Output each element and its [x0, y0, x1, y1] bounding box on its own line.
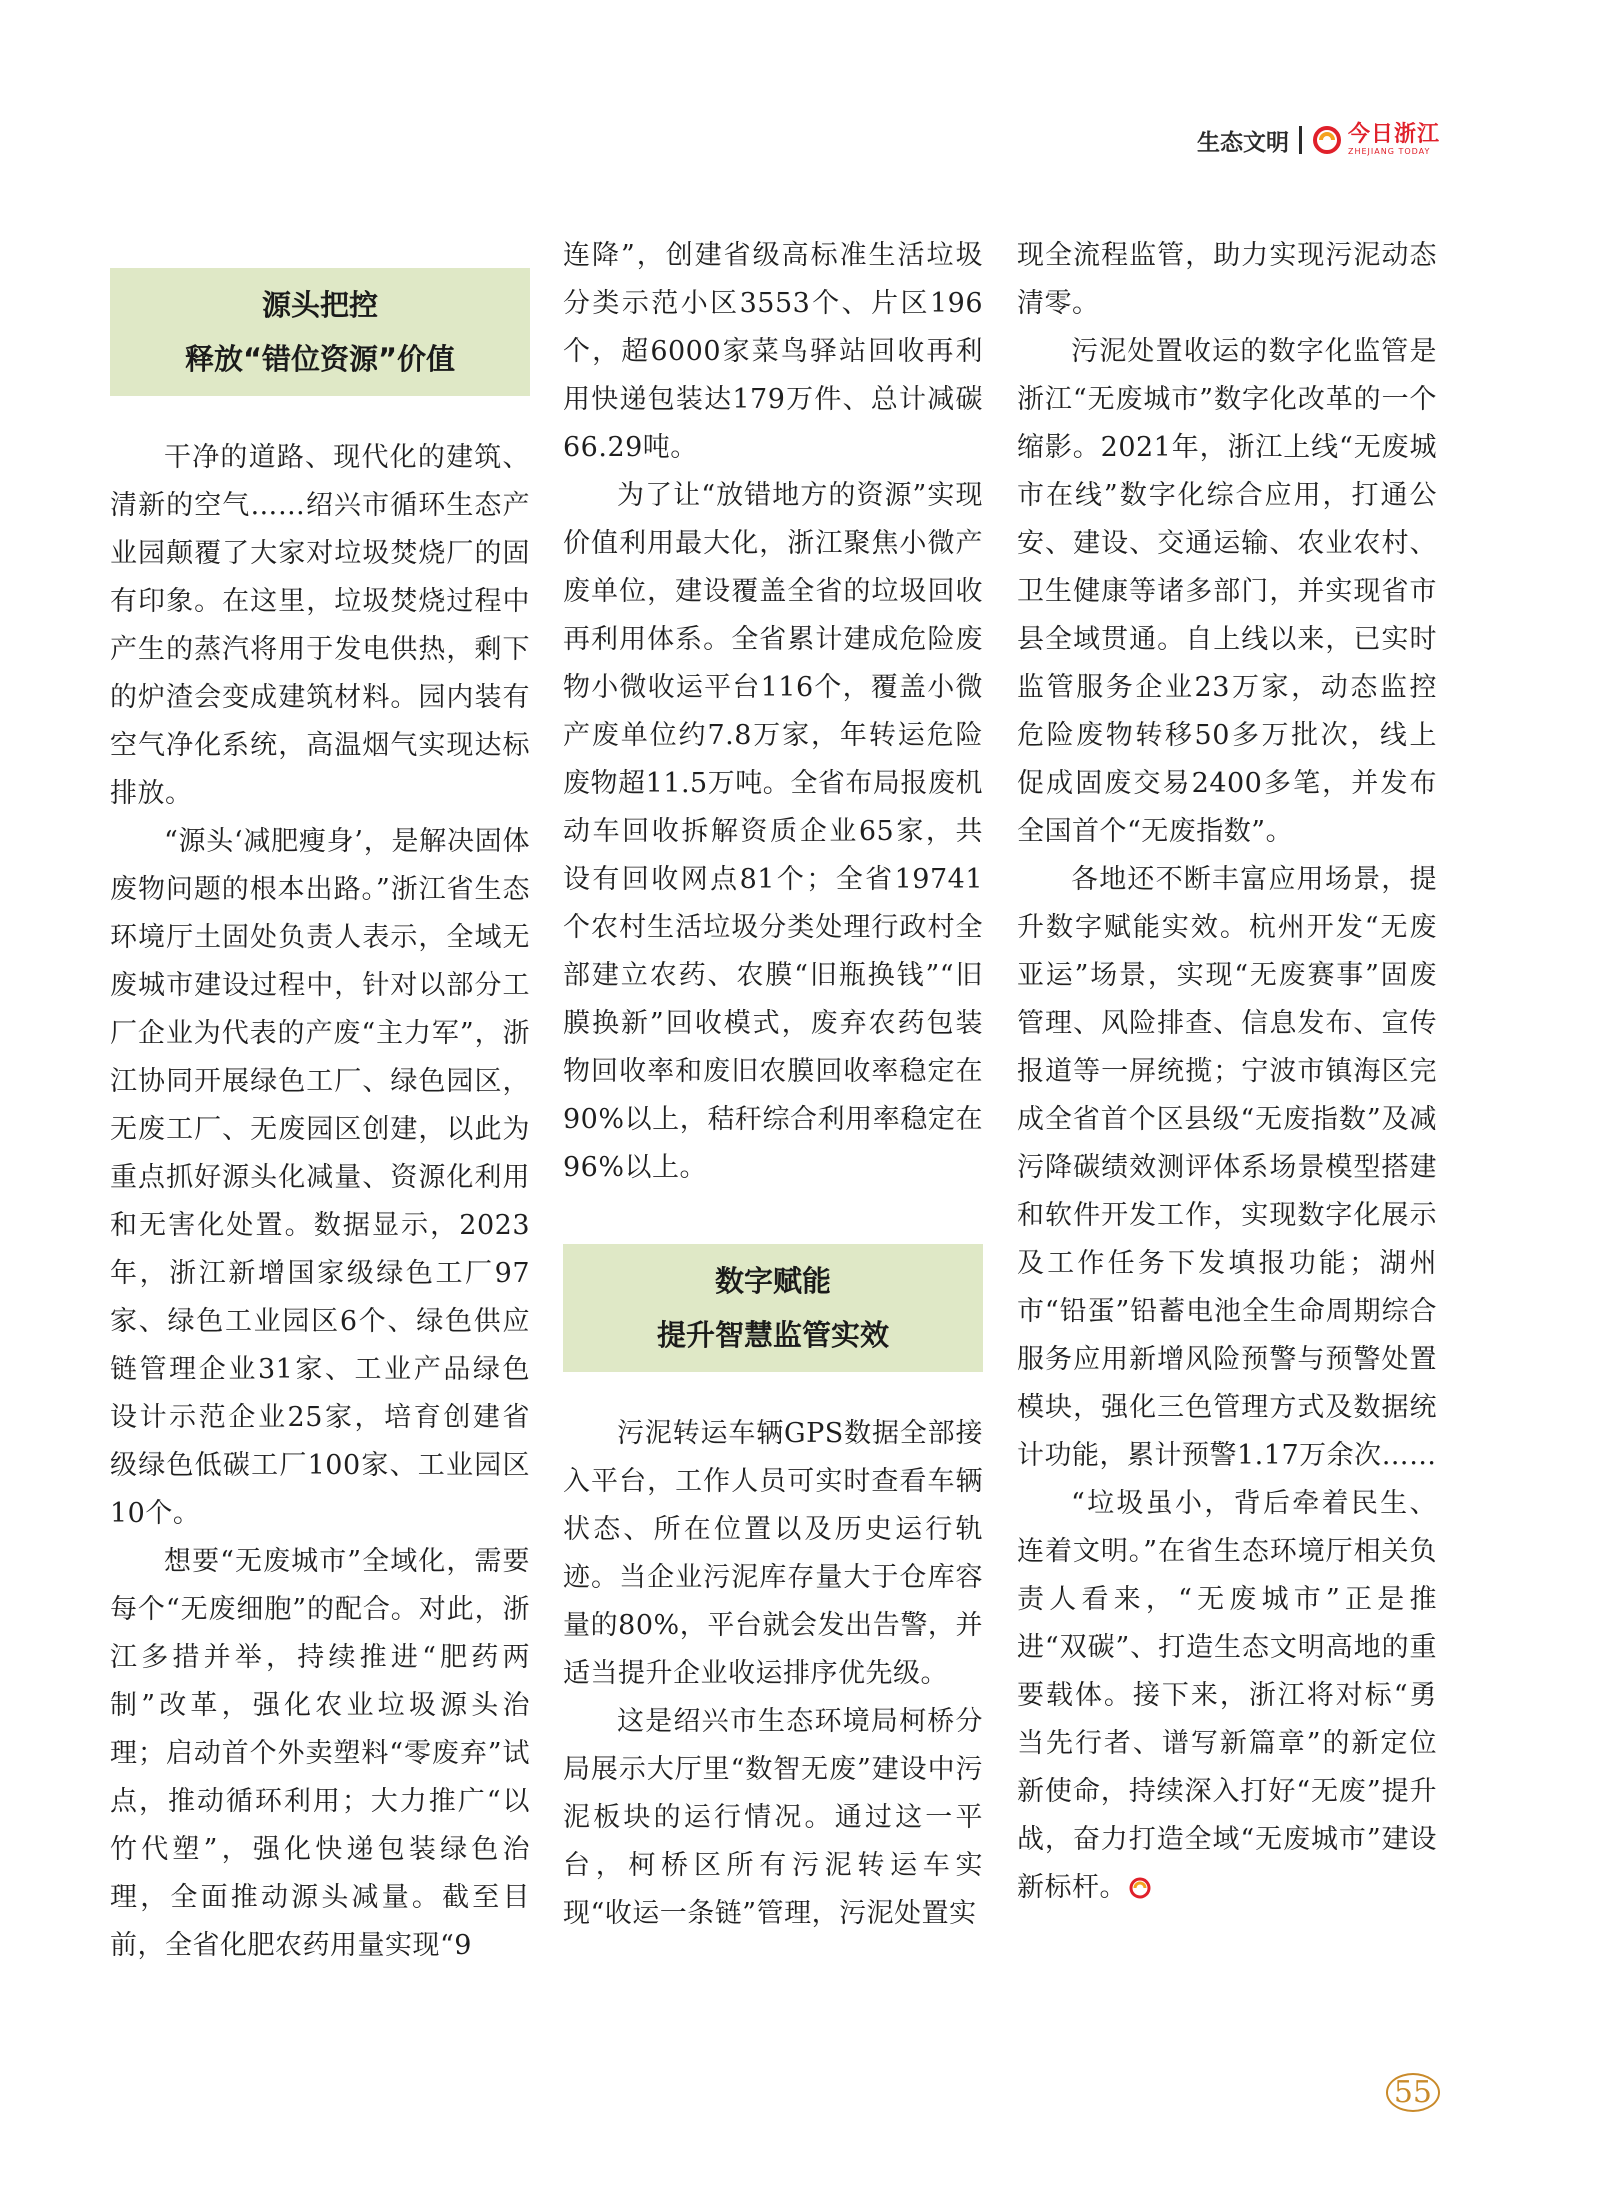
- paragraph: 干净的道路、现代化的建筑、清新的空气……绍兴市循环生态产业园颠覆了大家对垃圾焚烧厂的固有印象。在这里，垃圾焚烧过程中产生的蒸汽将用于发电供热，剩下的炉渣会变成建筑材料。园内装有空气净化系统，高温烟气实现达标排放。: [110, 442, 530, 809]
- paragraph-text: “垃圾虽小，背后牵着民生、连着文明。”在省生态环境厅相关负责人看来，“无废城市”正是推进“双碳”、打造生态文明高地的重要载体。接下来，浙江将对标“勇当先行者、谱写新篇章”的新定位新使命，持续深入打好“无废”提升战，奋力打造全域“无废城市”建设新标杆。: [1017, 1488, 1437, 1903]
- logo-text: 今日浙江: [1347, 122, 1440, 147]
- section-heading-2: [563, 1244, 983, 1372]
- column-1: [110, 268, 530, 1970]
- page-number-text: 55: [1386, 2073, 1440, 2112]
- column-2: [563, 232, 983, 1938]
- final-paragraph: [1017, 1480, 1437, 1912]
- paragraph: 污泥处置收运的数字化监管是浙江“无废城市”数字化改革的一个缩影。2021年，浙江上线“无废城市在线”数字化综合应用，打通公安、建设、交通运输、农业农村、卫生健康等诸多部门，并实现省市县全域贯通。自上线以来，已实时监管服务企业23万家，动态监控危险废物转移50多万批次，线上促成固废交易2400多笔，并发布全国首个“无废指数”。: [1017, 336, 1437, 847]
- section-heading-1: [110, 268, 530, 396]
- page-header: [1197, 120, 1440, 160]
- heading-line-1: 数字赋能: [714, 1264, 831, 1298]
- heading-line-1: 源头把控: [261, 288, 378, 322]
- paragraph: 为了让“放错地方的资源”实现价值利用最大化，浙江聚焦小微产废单位，建设覆盖全省的垃圾回收再利用体系。全省累计建成危险废物小微收运平台116个，覆盖小微产废单位约7.8万家，年转运危险废物超11.5万吨。全省布局报废机动车回收拆解资质企业65家，共设有回收网点81个；全省19741个农村生活垃圾分类处理行政村全部建立农药、农膜“旧瓶换钱”“旧膜换新”回收模式，废弃农药包装物回收率和废旧农膜回收率稳定在90%以上，秸秆综合利用率稳定在96%以上。: [563, 480, 983, 1183]
- heading-line-2: 提升智慧监管实效: [656, 1318, 889, 1352]
- magazine-logo: [1312, 124, 1440, 156]
- paragraph: 连降”，创建省级高标准生活垃圾分类示范小区3553个、片区196个，超6000家菜鸟驿站回收再利用快递包装达179万件、总计减碳66.29吨。: [563, 240, 983, 463]
- paragraph: 这是绍兴市生态环境局柯桥分局展示大厅里“数智无废”建设中污泥板块的运行情况。通过这一平台，柯桥区所有污泥转运车实现“收运一条链”管理，污泥处置实: [563, 1706, 983, 1929]
- paragraph: 各地还不断丰富应用场景，提升数字赋能实效。杭州开发“无废亚运”场景，实现“无废赛事”固废管理、风险排查、信息发布、宣传报道等一屏统揽；宁波市镇海区完成全省首个区县级“无废指数”及减污降碳绩效测评体系场景模型搭建和软件开发工作，实现数字化展示及工作任务下发填报功能；湖州市“铅蛋”铅蓄电池全生命周期综合服务应用新增风险预警与预警处置模块，强化三色管理方式及数据统计功能，累计预警1.17万余次……: [1017, 864, 1437, 1471]
- paragraph: 现全流程监管，助力实现污泥动态清零。: [1017, 240, 1437, 319]
- logo-subtext: ZHEJIANG TODAY: [1347, 147, 1431, 156]
- paragraph: “源头‘减肥瘦身’，是解决固体废物问题的根本出路。”浙江省生态环境厅土固处负责人表示，全域无废城市建设过程中，针对以部分工厂企业为代表的产废“主力军”，浙江协同开展绿色工厂、绿色园区，无废工厂、无废园区创建，以此为重点抓好源头化减量、资源化利用和无害化处置。数据显示，2023年，浙江新增国家级绿色工厂97家、绿色工业园区6个、绿色供应链管理企业31家、工业产品绿色设计示范企业25家，培育创建省级绿色低碳工厂100家、工业园区10个。: [110, 826, 530, 1529]
- heading-line-2: 释放“错位资源”价值: [184, 342, 456, 376]
- section-tag: 生态文明: [1196, 129, 1289, 156]
- header-divider: [1299, 126, 1302, 154]
- column-3: [1017, 232, 1437, 1912]
- page-number: [1386, 2075, 1440, 2110]
- end-mark-icon: [1129, 1877, 1151, 1899]
- paragraph: 想要“无废城市”全域化，需要每个“无废细胞”的配合。对此，浙江多措并举，持续推进“肥药两制”改革，强化农业垃圾源头治理；启动首个外卖塑料“零废弃”试点，推动循环利用；大力推广“以竹代塑”，强化快递包装绿色治理，全面推动源头减量。截至目前，全省化肥农药用量实现“9: [110, 1546, 530, 1961]
- logo-swirl-icon: [1312, 125, 1342, 155]
- paragraph: 污泥转运车辆GPS数据全部接入平台，工作人员可实时查看车辆状态、所在位置以及历史运行轨迹。当企业污泥库存量大于仓库容量的80%，平台就会发出告警，并适当提升企业收运排序优先级。: [563, 1418, 983, 1689]
